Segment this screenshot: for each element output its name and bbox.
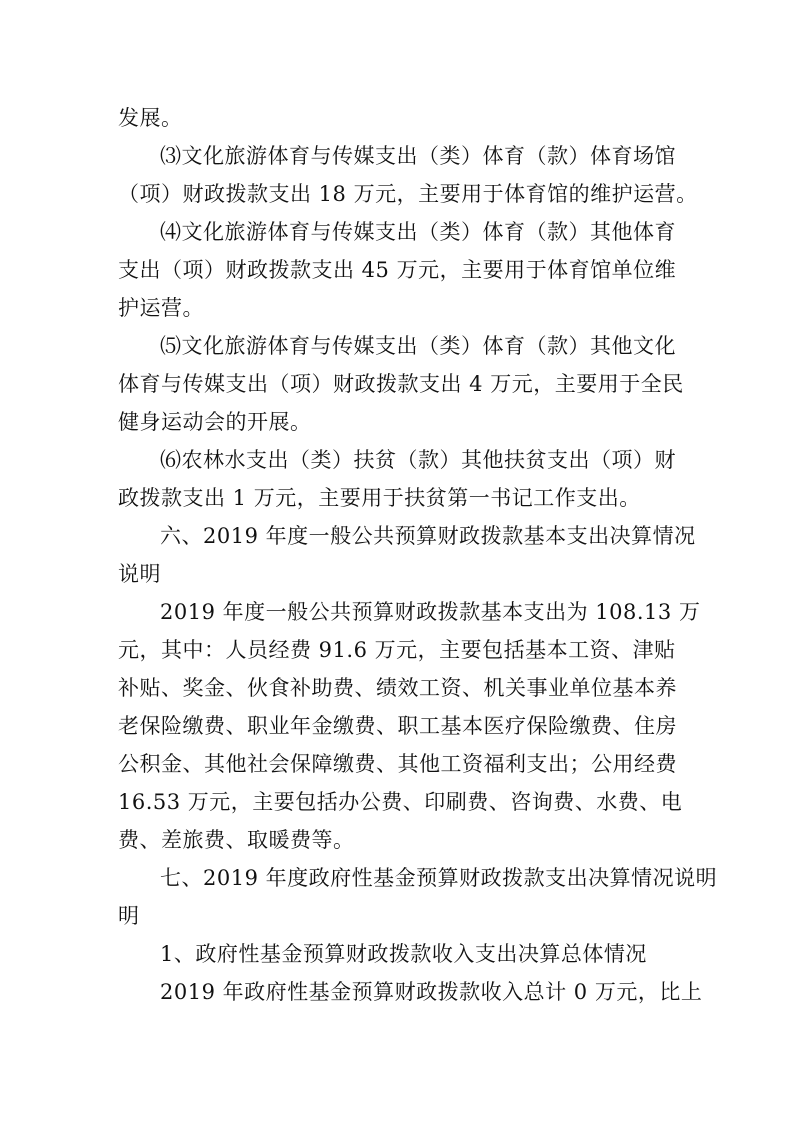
text-line: 费、差旅费、取暖费等。	[118, 828, 355, 852]
section-heading-7: 七、2019 年度政府性基金预算财政拨款支出决算情况说明	[160, 866, 718, 890]
subsection-heading-1: 1、政府性基金预算财政拨款收入支出决算总体情况	[160, 942, 647, 966]
text-line: 发展。	[118, 106, 183, 130]
text-line: 健身运动会的开展。	[118, 410, 312, 434]
text-line: 政拨款支出 1 万元，主要用于扶贫第一书记工作支出。	[118, 486, 641, 510]
text-line: 2019 年政府性基金预算财政拨款收入总计 0 万元，比上	[160, 980, 703, 1004]
text-line: 老保险缴费、职业年金缴费、职工基本医疗保险缴费、住房	[118, 714, 677, 738]
section-heading-6: 六、2019 年度一般公共预算财政拨款基本支出决算情况	[160, 524, 696, 548]
text-line: 护运营。	[118, 296, 204, 320]
text-line: 支出（项）财政拨款支出 45 万元，主要用于体育馆单位维	[118, 258, 677, 282]
text-line: 元，其中：人员经费 91.6 万元，主要包括基本工资、津贴	[118, 638, 676, 662]
text-line: ⑹农林水支出（类）扶贫（款）其他扶贫支出（项）财	[160, 448, 676, 472]
text-line: 16.53 万元，主要包括办公费、印刷费、咨询费、水费、电	[118, 790, 683, 814]
section-heading-6-continued: 说明	[118, 562, 161, 586]
text-line: （项）财政拨款支出 18 万元，主要用于体育馆的维护运营。	[118, 182, 698, 206]
text-line: 补贴、奖金、伙食补助费、绩效工资、机关事业单位基本养	[118, 676, 677, 700]
section-heading-7-continued: 明	[118, 904, 140, 928]
text-line: ⑸文化旅游体育与传媒支出（类）体育（款）其他文化	[160, 334, 676, 358]
text-line: ⑷文化旅游体育与传媒支出（类）体育（款）其他体育	[160, 220, 676, 244]
text-line: ⑶文化旅游体育与传媒支出（类）体育（款）体育场馆	[160, 144, 676, 168]
text-line: 体育与传媒支出（项）财政拨款支出 4 万元，主要用于全民	[118, 372, 684, 396]
text-line: 公积金、其他社会保障缴费、其他工资福利支出；公用经费	[118, 752, 677, 776]
text-line: 2019 年度一般公共预算财政拨款基本支出为 108.13 万	[160, 600, 701, 624]
